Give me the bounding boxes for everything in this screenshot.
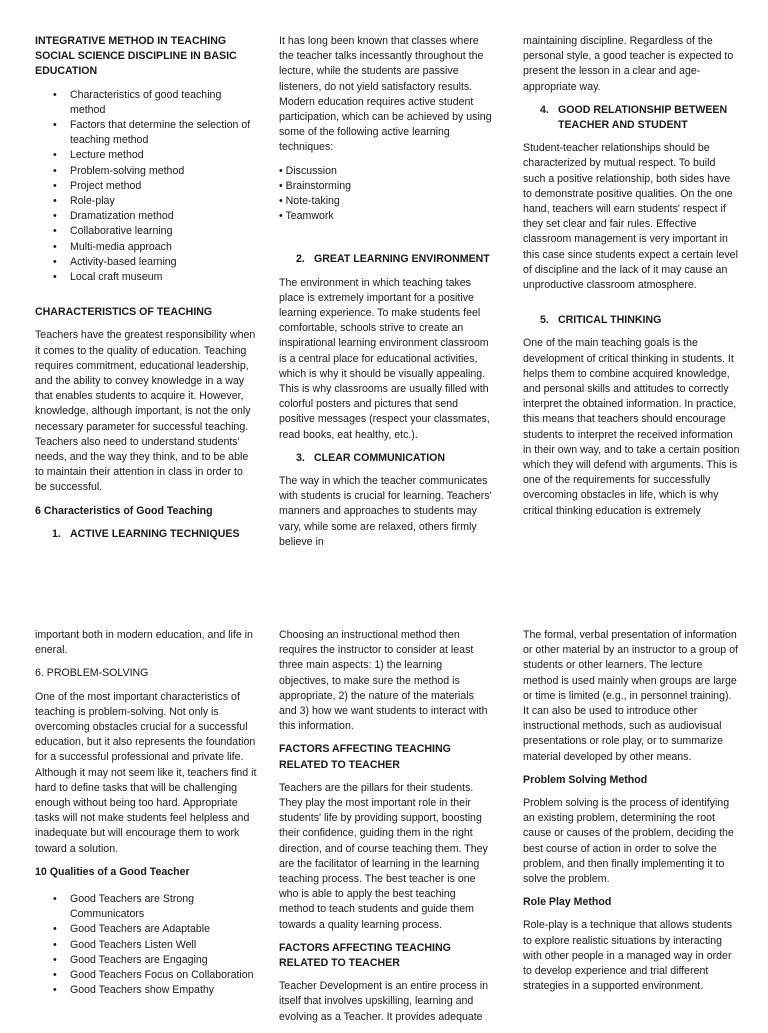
heading-number: 2. [296,253,305,266]
list-item: • Lecture method [35,148,257,163]
qualities-list [35,892,257,998]
heading-number: 3. [296,451,305,464]
list-item: • Good Teachers show Empathy [35,983,257,998]
paragraph: Teacher Development is an entire process in itself that involves upskilling, learning and evolving as a Teacher. It provides adequate [279,980,489,1023]
list-item: • Collaborative learning [35,224,257,239]
section-heading-six-characteristics: 6 Characteristics of Good Teaching [35,504,213,517]
paragraph: One of the main teaching goals is the development of critical thinking in students. It helps them to combine acquired knowledge, and personal skills and attitudes to correctly interpret the obtained information. In practice, this means that teachers should encourage students to interpret the received information in their own way, and to take a certain position which they will defend with arguments. This is one of the requirements for successfully overcoming obstacles in life, which is why critical thinking education is extremely [523,337,740,517]
bottom-column-3 [523,628,740,1002]
list-item: • Local craft museum [35,270,257,285]
list-item: • Good Teachers Focus on Collaboration [35,968,257,983]
list-item: • Note-taking [279,195,340,208]
numbered-heading-4 [523,103,740,133]
top-column-2 [279,34,493,558]
bottom-column-2 [279,628,493,1033]
bottom-column-1 [35,628,257,1006]
list-item: • Good Teachers are Adaptable [35,922,257,937]
numbered-heading-1 [35,527,257,542]
section-heading-problem-solving: Problem Solving Method [523,773,648,786]
paragraph: The way in which the teacher communicates with students is crucial for learning. Teachers' manners and approaches to students may vary, while some are relaxed, others firmly believe in [279,475,492,548]
list-item: • Multi-media approach [35,240,257,255]
paragraph: Teachers are the pillars for their students. They play the most important role in their students' life by providing support, boosting their confidence, guiding them in the right direction, and of course teaching them. They are the facilitator of learning in the learning teaching process. The best teacher is one who is able to apply the best teaching method to teach students and guide them towards a quality learning process. [279,781,488,931]
paragraph: Role-play is a technique that allows students to explore realistic situations by interacting with other people in a managed way in order to develop experience and trial different strategies in a supported environment. [523,919,733,993]
page-break [0,600,768,618]
paragraph: Problem solving is the process of identifying an existing problem, determining the root cause or causes of the problem, deciding the best course of action in order to solve the problem, and then finally implementing it to solve the problem. [523,797,734,886]
list-item: • Discussion [279,164,337,177]
list-item: • Factors that determine the selection of teaching method [35,118,257,148]
paragraph: important both in modern education, and life in eneral. [35,629,253,657]
heading-number: 4. [540,103,549,116]
heading-text: CRITICAL THINKING [558,314,662,327]
paragraph: The formal, verbal presentation of information or other material by an instructor to a group of students or other learners. The lecture method is used mainly when groups are large or time is limited (e.g., in personnel training). It can also be used to introduce other instructional methods, such as audiovisual presentations or role play, or to summarize material developed by other means. [523,629,738,763]
document-page-bottom [0,618,768,1024]
paragraph: The environment in which teaching takes place is extremely important for a positive learning experience. To make students feel comfortable, schools strive to create an inspirational learning environment classroom is a central place for educational activities, which is why it should be visually appealing. This is why classrooms are usually filled with colorful posters and pictures that send positive messages (respect your classmates, read books, eat healthy, etc.). [279,276,490,441]
heading-text: ACTIVE LEARNING TECHNIQUES [70,527,240,540]
paragraph: Choosing an instructional method then requires the instructor to consider at least three main aspects: 1) the learning objectives, to make sure the method is appropriate, 2) the nature of the materials and 3) how we want students to interact with this information. [279,629,488,733]
heading-text: GOOD RELATIONSHIP BETWEEN TEACHER AND STUDENT [558,103,728,132]
document-title: INTEGRATIVE METHOD IN TEACHING SOCIAL SCIENCE DISCIPLINE IN BASIC EDUCATION [35,35,237,78]
numbered-heading-6: 6. PROBLEM-SOLVING [35,667,149,680]
list-item: • Good Teachers are Strong Communicators [35,892,257,922]
section-heading-ten-qualities: 10 Qualities of a Good Teacher [35,865,190,878]
heading-number: 5. [540,314,549,327]
list-item: • Characteristics of good teaching method [35,88,257,118]
heading-text: GREAT LEARNING ENVIRONMENT [314,253,490,266]
section-heading-factors: FACTORS AFFECTING TEACHING RELATED TO TEACHER [279,743,451,771]
list-item: • Activity-based learning [35,255,257,270]
heading-number: 1. [52,527,61,540]
list-item: • Role-play [35,194,257,209]
list-item: • Good Teachers are Engaging [35,953,257,968]
numbered-heading-5 [523,313,740,328]
technique-list [279,164,493,225]
list-item: • Brainstorming [279,179,352,192]
list-item: • Problem-solving method [35,164,257,179]
top-column-3 [523,34,740,527]
list-item: • Dramatization method [35,209,257,224]
section-heading-factors: FACTORS AFFECTING TEACHING RELATED TO TEACHER [279,941,451,970]
numbered-heading-2 [279,252,493,267]
list-item: • Teamwork [279,210,334,223]
paragraph: Student-teacher relationships should be characterized by mutual respect. To build such a positive relationship, both sides have to demonstrate positive qualities. On the one hand, teachers will earn students' respect if they set clear and fair rules. Effective classroom management is very important in this case since students expect a certain level of discipline and the lack of it may cause an unproductive classroom atmosphere. [523,142,738,292]
heading-text: CLEAR COMMUNICATION [314,451,446,464]
numbered-heading-3 [279,451,493,466]
paragraph: It has long been known that classes where the teacher talks incessantly throughout the lecture, while the students are passive listeners, do not yield satisfactory results. Modern education requires active student participation, which can be achieved by using some of the following active learning techniques: [279,35,492,154]
paragraph: Teachers have the greatest responsibility when it comes to the quality of education. Teaching requires commitment, educational leadership, and the ability to convey knowledge in a way that enables students to acquire it. However, knowledge, although important, is not the only necessary parameter for successful teaching. Teachers also need to understand students' needs, and the way they think, and to be able to maintain their attention in class in order to be successful. [35,329,256,494]
list-item: • Good Teachers Listen Well [35,938,257,953]
topic-list [35,88,257,286]
section-heading-characteristics: CHARACTERISTICS OF TEACHING [35,306,213,319]
top-column-1 [35,34,257,550]
paragraph: One of the most important characteristics of teaching is problem-solving. Not only is overcoming obstacles crucial for a successful education, but it also represents the foundation for a successful professional and private life. Although it may not seem like it, teachers find it hard to define tasks that will be challenging enough without being too hard. Appropriate tasks will not make students feel helpless and inadequate but will encourage them to work toward a solution. [35,690,257,855]
list-item: • Project method [35,179,257,194]
paragraph: maintaining discipline. Regardless of the personal style, a good teacher is expected to present the lesson in a clear and age-appropriate way. [523,35,734,93]
section-heading-role-play: Role Play Method [523,896,612,909]
